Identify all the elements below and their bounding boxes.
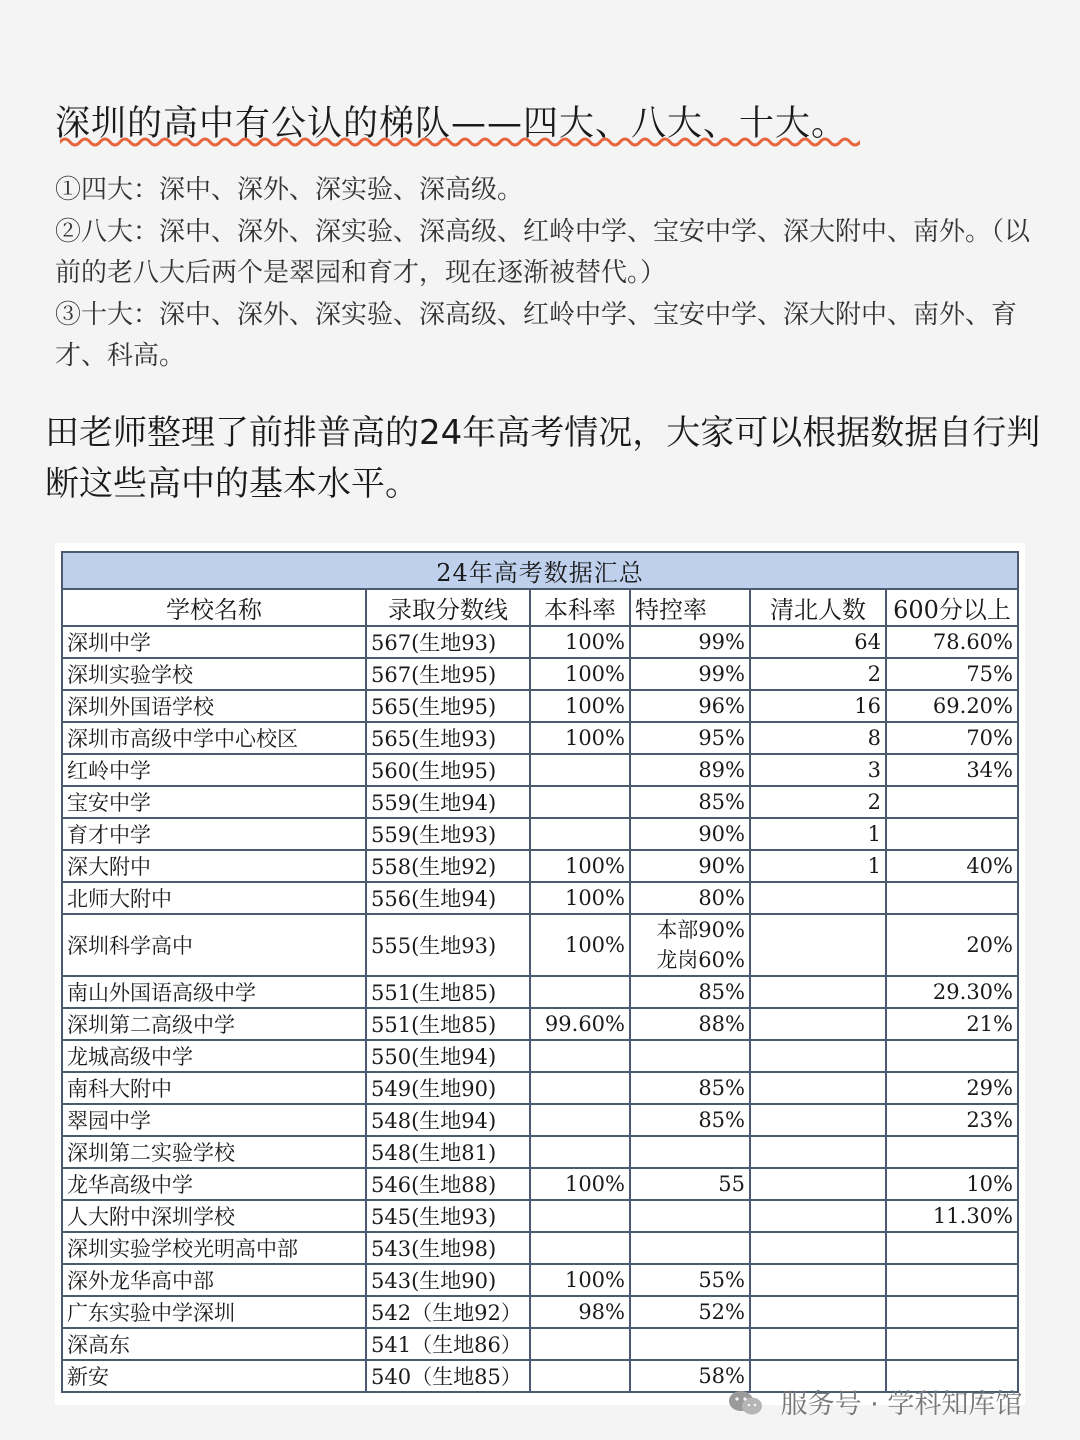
table-cell [750, 1072, 886, 1104]
table-cell: 龙华高级中学 [62, 1168, 366, 1200]
table-cell: 3 [750, 754, 886, 786]
table-cell: 89% [630, 754, 750, 786]
table-cell: 深圳第二高级中学 [62, 1008, 366, 1040]
table-cell: 99% [630, 626, 750, 658]
table-cell [630, 1328, 750, 1360]
table-cell [750, 1168, 886, 1200]
table-cell: 100% [530, 914, 630, 976]
table-cell: 545(生地93) [366, 1200, 530, 1232]
table-cell: 548(生地81) [366, 1136, 530, 1168]
table-cell: 55 [630, 1168, 750, 1200]
table-cell: 广东实验中学深圳 [62, 1296, 366, 1328]
table-cell: 75% [886, 658, 1018, 690]
table-cell: 543(生地90) [366, 1264, 530, 1296]
table-cell: 21% [886, 1008, 1018, 1040]
table-cell [886, 1264, 1018, 1296]
table-cell: 100% [530, 658, 630, 690]
table-cell [530, 786, 630, 818]
table-row [62, 914, 1018, 976]
table-cell: 565(生地95) [366, 690, 530, 722]
table-cell [630, 1136, 750, 1168]
tier-eight: ②八大：深中、深外、深实验、深高级、红岭中学、宝安中学、深大附中、南外。（以前的老八大后两个是翠园和育才，现在逐渐被替代。） [55, 216, 1031, 288]
table-row [62, 1136, 1018, 1168]
wavy-underline [60, 134, 860, 150]
table-cell: 541（生地86） [366, 1328, 530, 1360]
table-row [62, 1264, 1018, 1296]
table-row [62, 786, 1018, 818]
table-cell: 548(生地94) [366, 1104, 530, 1136]
table-cell [886, 1232, 1018, 1264]
table-cell: 100% [530, 850, 630, 882]
table-cell: 559(生地93) [366, 818, 530, 850]
table-cell: 567(生地93) [366, 626, 530, 658]
table-cell: 100% [530, 1168, 630, 1200]
table-cell: 100% [530, 722, 630, 754]
table-cell [750, 1104, 886, 1136]
table-cell: 90% [630, 850, 750, 882]
table-cell: 南科大附中 [62, 1072, 366, 1104]
table-cell [886, 786, 1018, 818]
table-cell [530, 1104, 630, 1136]
table-cell: 11.30% [886, 1200, 1018, 1232]
table-cell: 550(生地94) [366, 1040, 530, 1072]
table-row [62, 754, 1018, 786]
table-row [62, 1200, 1018, 1232]
table-cell: 559(生地94) [366, 786, 530, 818]
table-cell: 34% [886, 754, 1018, 786]
wechat-icon [728, 1389, 764, 1417]
table-cell: 555(生地93) [366, 914, 530, 976]
table-cell [530, 818, 630, 850]
header-row [62, 589, 1018, 626]
table-cell: 人大附中深圳学校 [62, 1200, 366, 1232]
table-cell: 85% [630, 1104, 750, 1136]
table-cell [630, 1232, 750, 1264]
table-cell: 深外龙华高中部 [62, 1264, 366, 1296]
intro-text: 田老师整理了前排普高的24年高考情况，大家可以根据数据自行判断这些高中的基本水平。 [45, 413, 1041, 504]
table-cell: 2 [750, 786, 886, 818]
tier-list [55, 170, 1045, 378]
table-cell [750, 1008, 886, 1040]
table-row [62, 722, 1018, 754]
table-cell [530, 976, 630, 1008]
table-cell: 85% [630, 1072, 750, 1104]
table-cell: 龙城高级中学 [62, 1040, 366, 1072]
score-table [61, 551, 1019, 1393]
table-cell [750, 1136, 886, 1168]
table-cell [750, 914, 886, 976]
table-cell: 567(生地95) [366, 658, 530, 690]
table-cell [530, 1360, 630, 1392]
table-row [62, 1008, 1018, 1040]
column-header: 清北人数 [750, 589, 886, 626]
table-cell: 10% [886, 1168, 1018, 1200]
table-row [62, 658, 1018, 690]
cell-line: 龙岗60% [656, 948, 745, 972]
table-cell [630, 914, 750, 976]
table-cell: 北师大附中 [62, 882, 366, 914]
table-cell [630, 1200, 750, 1232]
table-cell: 2 [750, 658, 886, 690]
spreadsheet-image [55, 543, 1025, 1405]
column-header: 本科率 [530, 589, 630, 626]
table-cell: 90% [630, 818, 750, 850]
tier-four: ①四大：深中、深外、深实验、深高级。 [55, 175, 524, 205]
table-cell: 551(生地85) [366, 1008, 530, 1040]
table-cell: 翠园中学 [62, 1104, 366, 1136]
table-row [62, 850, 1018, 882]
table-cell [750, 1040, 886, 1072]
table-cell: 16 [750, 690, 886, 722]
table-cell [530, 1072, 630, 1104]
watermark [728, 1382, 1022, 1421]
table-cell: 宝安中学 [62, 786, 366, 818]
table-cell [750, 1232, 886, 1264]
table-row [62, 818, 1018, 850]
table-cell: 565(生地93) [366, 722, 530, 754]
table-row [62, 1328, 1018, 1360]
table-cell: 85% [630, 976, 750, 1008]
table-cell [750, 882, 886, 914]
table-row [62, 882, 1018, 914]
tier-ten: ③十大：深中、深外、深实验、深高级、红岭中学、宝安中学、深大附中、南外、育才、科高。 [55, 299, 1018, 371]
table-cell: 70% [886, 722, 1018, 754]
table-cell: 88% [630, 1008, 750, 1040]
table-cell: 深高东 [62, 1328, 366, 1360]
table-cell: 95% [630, 722, 750, 754]
table-cell: 78.60% [886, 626, 1018, 658]
table-cell: 100% [530, 1264, 630, 1296]
table-cell: 深大附中 [62, 850, 366, 882]
table-row [62, 626, 1018, 658]
table-cell: 52% [630, 1296, 750, 1328]
table-row [62, 1040, 1018, 1072]
table-cell: 549(生地90) [366, 1072, 530, 1104]
table-cell: 99.60% [530, 1008, 630, 1040]
table-cell: 8 [750, 722, 886, 754]
table-row [62, 1232, 1018, 1264]
table-cell [530, 754, 630, 786]
table-cell: 58% [630, 1360, 750, 1392]
table-cell [750, 1264, 886, 1296]
table-cell [530, 1040, 630, 1072]
column-header: 600分以上 [886, 589, 1018, 626]
table-cell: 100% [530, 690, 630, 722]
table-cell: 深圳市高级中学中心校区 [62, 722, 366, 754]
table-cell: 551(生地85) [366, 976, 530, 1008]
table-row [62, 976, 1018, 1008]
table-cell: 新安 [62, 1360, 366, 1392]
table-cell: 85% [630, 786, 750, 818]
table-cell: 99% [630, 658, 750, 690]
column-header: 特控率 [630, 589, 750, 626]
table-cell: 红岭中学 [62, 754, 366, 786]
table-cell [886, 1040, 1018, 1072]
table-cell [750, 1328, 886, 1360]
table-cell: 深圳科学高中 [62, 914, 366, 976]
table-cell: 29% [886, 1072, 1018, 1104]
table-cell: 98% [530, 1296, 630, 1328]
table-cell: 20% [886, 914, 1018, 976]
table-cell: 96% [630, 690, 750, 722]
table-cell: 560(生地95) [366, 754, 530, 786]
table-cell: 1 [750, 818, 886, 850]
table-cell [886, 1328, 1018, 1360]
table-cell [630, 1040, 750, 1072]
table-cell: 南山外国语高级中学 [62, 976, 366, 1008]
table-cell: 546(生地88) [366, 1168, 530, 1200]
headline: 深圳的高中有公认的梯队——四大、八大、十大。 [55, 104, 848, 144]
table-cell [886, 818, 1018, 850]
table-cell [750, 1296, 886, 1328]
table-cell: 558(生地92) [366, 850, 530, 882]
table-cell: 100% [530, 882, 630, 914]
table-cell: 55% [630, 1264, 750, 1296]
table-cell: 深圳外国语学校 [62, 690, 366, 722]
table-cell [530, 1232, 630, 1264]
table-cell: 深圳实验学校光明高中部 [62, 1232, 366, 1264]
table-cell: 64 [750, 626, 886, 658]
table-cell: 深圳实验学校 [62, 658, 366, 690]
table-cell [530, 1200, 630, 1232]
table-row [62, 1168, 1018, 1200]
watermark-text: 服务号 · 学科知库馆 [780, 1389, 1023, 1420]
column-header: 录取分数线 [366, 589, 530, 626]
table-cell: 80% [630, 882, 750, 914]
table-cell [530, 1328, 630, 1360]
table-cell [886, 882, 1018, 914]
table-cell [886, 1136, 1018, 1168]
table-cell: 29.30% [886, 976, 1018, 1008]
table-cell: 543(生地98) [366, 1232, 530, 1264]
cell-line: 本部90% [656, 918, 745, 942]
table-cell: 69.20% [886, 690, 1018, 722]
table-cell: 542（生地92） [366, 1296, 530, 1328]
table-title: 24年高考数据汇总 [62, 552, 1018, 589]
table-cell [750, 976, 886, 1008]
table-cell: 556(生地94) [366, 882, 530, 914]
table-cell: 23% [886, 1104, 1018, 1136]
table-cell: 40% [886, 850, 1018, 882]
table-row [62, 1296, 1018, 1328]
table-row [62, 1072, 1018, 1104]
table-cell: 深圳第二实验学校 [62, 1136, 366, 1168]
table-cell [750, 1200, 886, 1232]
table-cell: 深圳中学 [62, 626, 366, 658]
table-cell: 100% [530, 626, 630, 658]
table-cell [886, 1296, 1018, 1328]
table-cell: 1 [750, 850, 886, 882]
table-cell: 育才中学 [62, 818, 366, 850]
table-row [62, 1104, 1018, 1136]
column-header: 学校名称 [62, 589, 366, 626]
table-cell [530, 1136, 630, 1168]
table-cell: 540（生地85） [366, 1360, 530, 1392]
table-row [62, 690, 1018, 722]
